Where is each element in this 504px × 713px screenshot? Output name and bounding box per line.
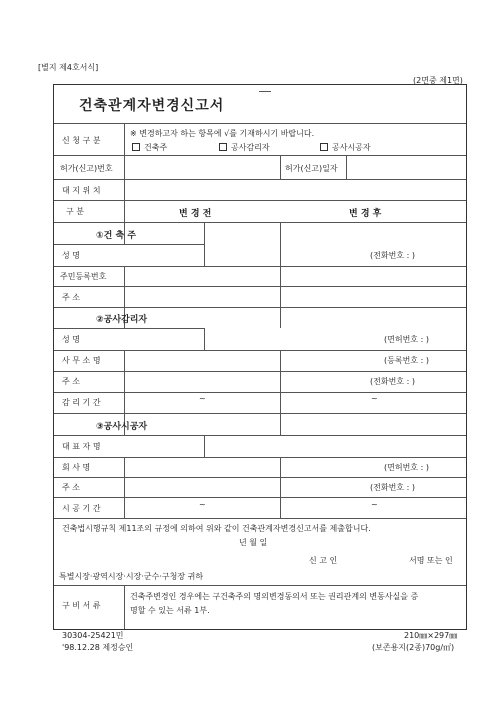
option-supervisor-label: 공사감리자 [231, 143, 270, 152]
declaration-date: 년 월 일 [239, 538, 268, 547]
site-location-label: 대 지 위 치 [62, 186, 101, 195]
owner-address-label: 주 소 [62, 293, 80, 302]
owner-id-label: 주민등록번호 [60, 272, 107, 281]
form-number: [별지 제4호서식] [38, 63, 99, 72]
supervisor-registration-hint: (등록번호 : ) [384, 356, 429, 365]
contractor-checkbox[interactable] [320, 143, 328, 151]
footer-size: 210㎜×297㎜ [404, 631, 458, 640]
construction-period-after-sep: ~ [371, 500, 378, 509]
option-contractor[interactable] [320, 142, 371, 153]
option-supervisor[interactable] [219, 142, 270, 153]
contractor-rep-label: 대 표 자 명 [62, 442, 101, 451]
category-label: 구 분 [66, 207, 84, 216]
required-documents-line2: 명할 수 있는 서류 1부. [130, 606, 210, 615]
owner-checkbox[interactable] [132, 143, 140, 151]
supervision-period-before-sep: ~ [199, 394, 206, 403]
application-type-label: 신 청 구 분 [62, 136, 101, 145]
owner-name-label: 성 명 [62, 251, 80, 260]
form-container [53, 84, 467, 630]
contractor-phone-hint: (전화번호 : ) [370, 483, 415, 492]
before-change-header: 변 경 전 [179, 209, 212, 219]
footer-approval: '98.12.28 제정승인 [62, 643, 134, 652]
footer-paper: (보존용지(2종)70g/㎡) [372, 643, 455, 652]
supervisor-address-label: 주 소 [62, 377, 80, 386]
contractor-license-hint: (면허번호 : ) [384, 463, 429, 472]
required-documents-line1: 건축주변경인 경우에는 구건축주의 명의변경동의서 또는 권리관계의 변동사실을 증 [130, 592, 419, 601]
supervisor-phone-hint: (전화번호 : ) [370, 377, 415, 386]
supervision-period-label: 감 리 기 간 [62, 398, 101, 407]
application-instruction: ※ 변경하고자 하는 항목에 √를 기재하시기 바랍니다. [130, 129, 315, 138]
after-change-header: 변 경 후 [349, 209, 382, 219]
option-owner[interactable] [132, 142, 167, 153]
supervisor-name-label: 성 명 [62, 335, 80, 344]
page-info: (2면중 제1면) [413, 76, 463, 85]
construction-period-before-sep: ~ [199, 500, 206, 509]
signature-label: 서명 또는 인 [409, 556, 453, 565]
footer-code: 30304-25421민 [62, 631, 124, 640]
option-contractor-label: 공사시공자 [332, 143, 371, 152]
form-title: 건축관계자변경신고서 [79, 98, 225, 114]
option-owner-label: 건축주 [144, 143, 168, 152]
supervisor-office-label: 사 무 소 명 [62, 356, 101, 365]
declaration-statement: 건축법시행규칙 제11조의 규정에 의하여 위와 같이 건축관계자변경신고서를 제출합니다. [62, 524, 371, 533]
supervisor-checkbox[interactable] [219, 143, 227, 151]
supervision-period-after-sep: ~ [371, 394, 378, 403]
reporter-label: 신 고 인 [309, 556, 338, 565]
permit-date-label: 허가(신고)일자 [285, 164, 338, 173]
contractor-company-label: 회 사 명 [62, 463, 91, 472]
section-supervisor-title: ②공사감리자 [96, 315, 148, 325]
required-documents-label: 구 비 서 류 [62, 601, 101, 610]
permit-number-label: 허가(신고)번호 [60, 164, 113, 173]
section-owner-title: ①건 축 주 [96, 231, 136, 241]
section-contractor-title: ③공사시공자 [96, 422, 148, 432]
supervisor-license-hint: (면허번호 : ) [384, 335, 429, 344]
title-mark [259, 91, 271, 92]
construction-period-label: 시 공 기 간 [62, 504, 101, 513]
addressee: 특별시장·광역시장·시장·군수·구청장 귀하 [59, 572, 204, 581]
contractor-address-label: 주 소 [62, 483, 80, 492]
owner-phone-hint: (전화번호 : ) [370, 251, 415, 260]
